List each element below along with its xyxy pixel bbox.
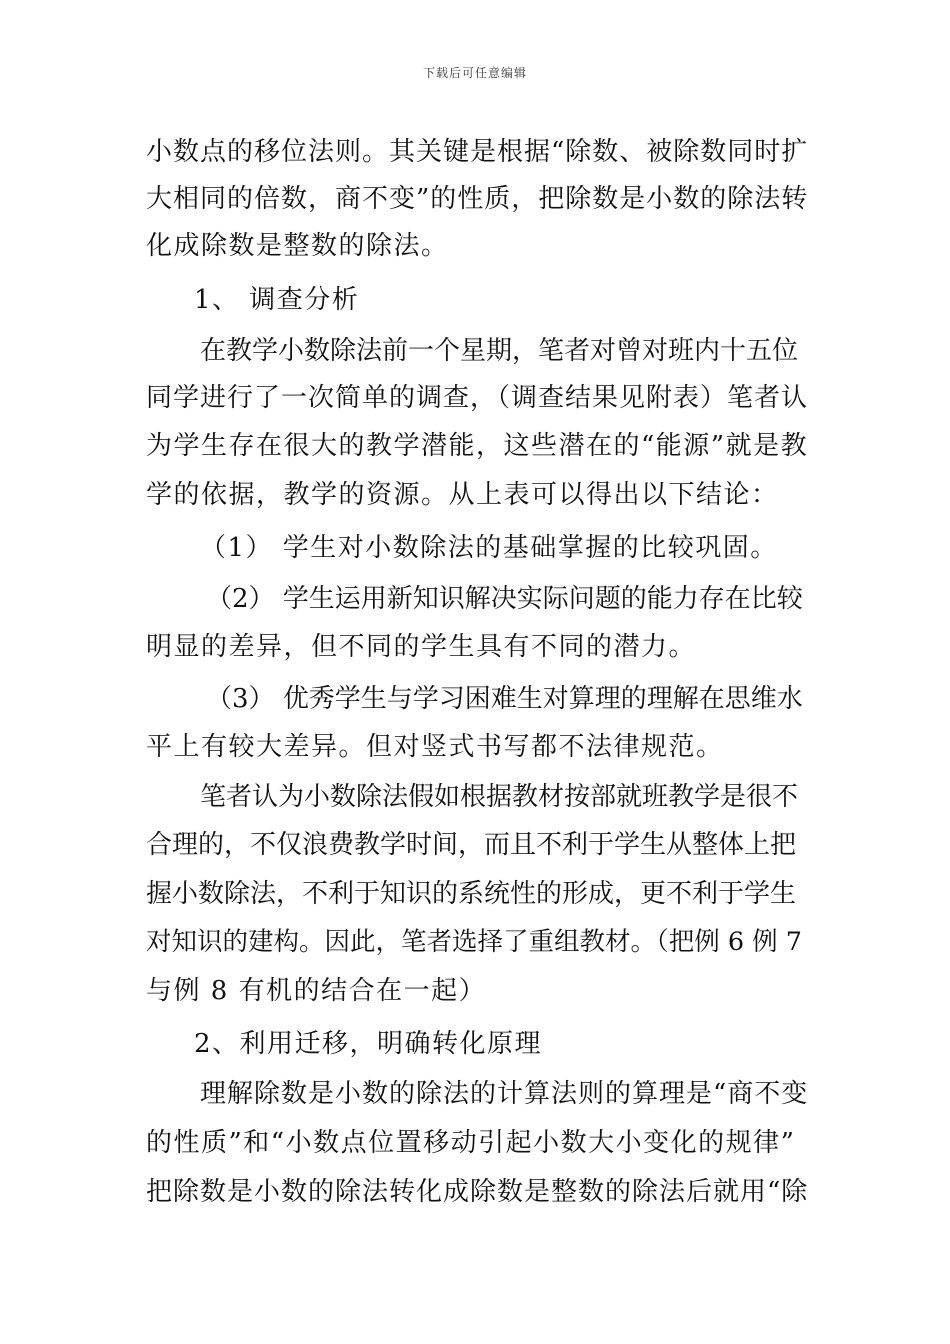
- text-line: 理解除数是小数的除法的计算法则的算理是“商不变: [200, 1079, 809, 1109]
- text-line: 笔者认为小数除法假如根据教材按部就班教学是很不: [200, 782, 799, 812]
- text-line: 化成除数是整数的除法。: [146, 231, 449, 261]
- text-line: 把除数是小数的除法转化成除数是整数的除法后就用“除: [146, 1177, 809, 1207]
- text-line: 与例 8 有机的结合在一起）: [146, 976, 487, 1006]
- text-line: 对知识的建构。因此，笔者选择了重组教材。（把例 6 例 7: [146, 927, 803, 957]
- list-item: （3） 优秀学生与学习困难生对算理的理解在思维水: [206, 684, 803, 714]
- section-heading: 2、利用迁移，明确转化原理: [194, 1029, 543, 1059]
- text-line: 学的依据，教学的资源。从上表可以得出以下结论：: [146, 480, 779, 510]
- list-item: （1） 学生对小数除法的基础掌握的比较巩固。: [200, 533, 778, 563]
- text-line: 在教学小数除法前一个星期，笔者对曾对班内十五位: [200, 336, 799, 366]
- page-header: 下载后可任意编辑: [422, 66, 527, 80]
- text-line: 大相同的倍数，商不变”的性质，把除数是小数的除法转: [146, 184, 809, 214]
- section-heading: 1、 调查分析: [194, 285, 360, 315]
- text-line: 平上有较大差异。但对竖式书写都不法律规范。: [146, 732, 724, 762]
- text-line: 同学进行了一次简单的调查，（调查结果见附表）笔者认: [146, 383, 809, 413]
- text-line: 合理的，不仅浪费教学时间，而且不利于学生从整体上把: [146, 830, 797, 860]
- list-item: （2） 学生运用新知识解决实际问题的能力存在比较: [206, 584, 803, 614]
- text-line: 的性质”和“小数点位置移动引起小数大小变化的规律”: [146, 1128, 796, 1158]
- text-line: 小数点的移位法则。其关键是根据“除数、被除数同时扩: [146, 137, 809, 167]
- text-line: 为学生存在很大的教学潜能，这些潜在的“能源”就是教: [146, 431, 809, 461]
- text-line: 握小数除法，不利于知识的系统性的形成，更不利于学生: [146, 879, 797, 909]
- text-line: 明显的差异，但不同的学生具有不同的潜力。: [146, 632, 697, 662]
